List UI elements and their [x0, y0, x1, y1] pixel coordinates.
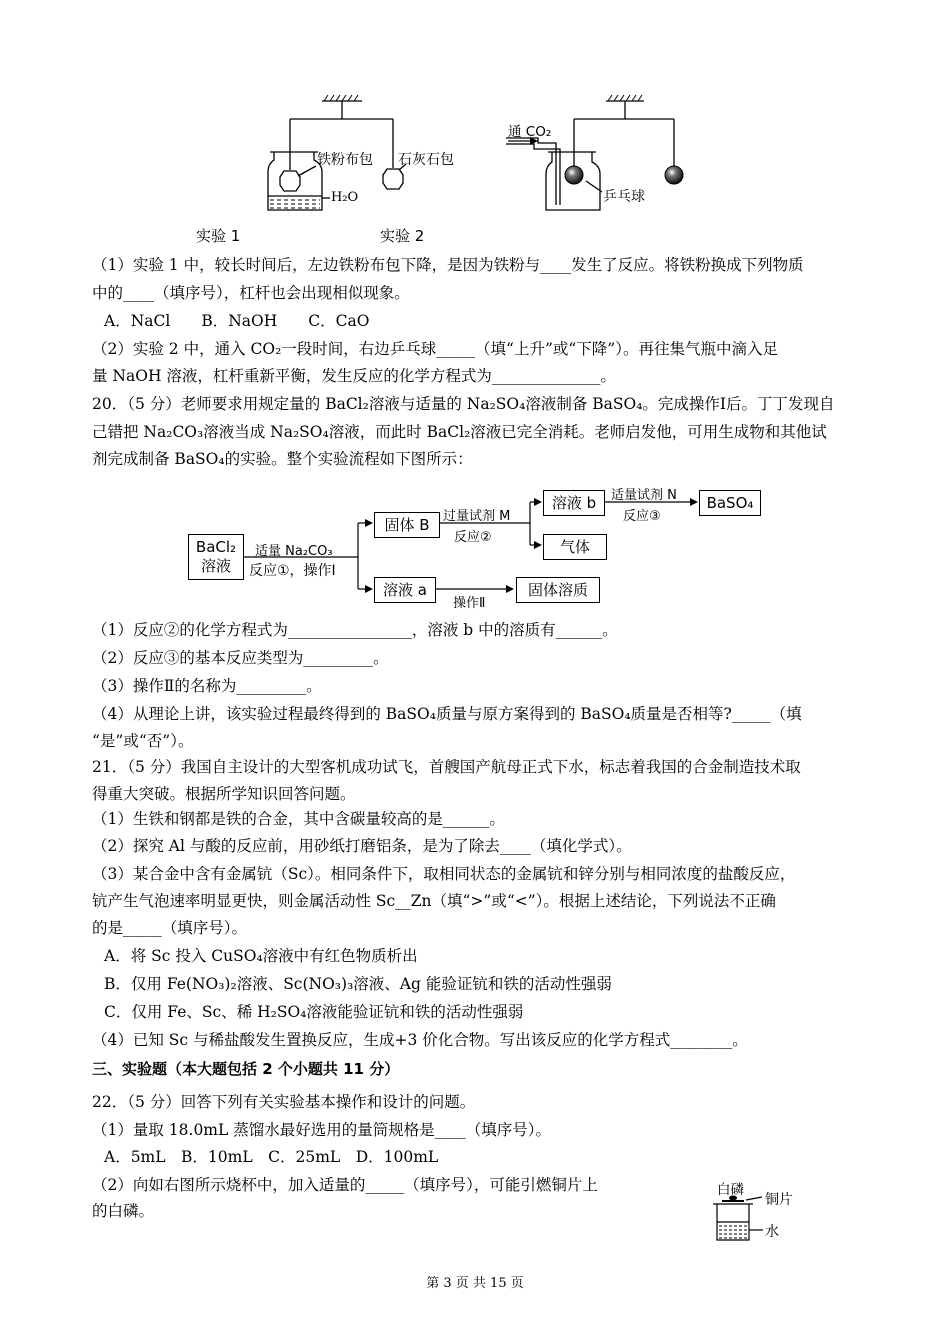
ping-pong-ball-left [565, 166, 583, 184]
q19-part1-line2: 中的____（填序号），杠杆也会出现相似现象。 [92, 284, 410, 302]
q21-sub1: （1）生铁和钢都是铁的合金，其中含碳量较高的是______。 [92, 810, 505, 828]
q21-stem-line1: 21．（5 分）我国自主设计的大型客机成功试飞，首艘国产航母正式下水，标志着我国的合金制造技术取 [92, 758, 801, 776]
q20-sub3: （3）操作Ⅱ的名称为_________。 [92, 677, 322, 695]
q21-sub4: （4）已知 Sc 与稀盐酸发生置换反应，生成+3 价化合物。写出该反应的化学方程式________。 [92, 1031, 748, 1049]
copper-sheet-label: 铜片 [765, 1192, 793, 1208]
q19-part2-line1: （2）实验 2 中，通入 CO₂一段时间，右边乒乓球_____（填“上升”或“下降”）。再往集气瓶中滴入足 [92, 340, 778, 358]
q20-sub4-line2: “是”或“否”）。 [92, 732, 194, 750]
flow-solid-solute-box: 固体溶质 [516, 577, 600, 603]
flow-baso4-box: BaSO₄ [699, 490, 761, 516]
ping-pong-ball-right [665, 166, 683, 184]
q21-stem-line2: 得重大突破。根据所学知识回答问题。 [92, 785, 356, 803]
experiment-2-apparatus [506, 95, 674, 210]
flow-bacl2-formula: BaCl₂ [195, 538, 237, 556]
q21-option-a: A．将 Sc 投入 CuSO₄溶液中有红色物质析出 [104, 947, 418, 965]
q20-stem-line1: 20．（5 分）老师要求用规定量的 BaCl₂溶液与适量的 Na₂SO₄溶液制备 BaSO₄。完成操作Ⅰ后。丁丁发现自 [92, 395, 835, 413]
flow-gas-box: 气体 [543, 534, 607, 560]
q22-sub1: （1）量取 18.0mL 蒸馏水最好选用的量筒规格是____（填序号）。 [92, 1121, 551, 1139]
flow-arrow1-bottom: 反应①，操作Ⅰ [249, 563, 336, 579]
q19-part1-line1: （1）实验 1 中，较长时间后，左边铁粉布包下降，是因为铁粉与____发生了反应。将铁粉换成下列物质 [92, 256, 804, 274]
q19-part2-line2: 量 NaOH 溶液，杠杆重新平衡，发生反应的化学方程式为______________。 [92, 367, 616, 385]
q22-stem: 22．（5 分）回答下列有关实验基本操作和设计的问题。 [92, 1093, 476, 1111]
q20-stem-line3: 剂完成制备 BaSO₄的实验。整个实验流程如下图所示： [92, 450, 473, 468]
ping-pong-label: 乒乓球 [603, 189, 645, 205]
flow-arrow1-top: 适量 Na₂CO₃ [255, 544, 333, 559]
flow-arrow2-top: 过量试剂 M [443, 509, 511, 524]
flow-bacl2-solution: 溶液 [200, 557, 231, 575]
q21-sub3-line1: （3）某合金中含有金属钪（Sc）。相同条件下，取相同状态的金属钪和锌分别与相同浓度的盐酸反应， [92, 865, 796, 883]
q22-sub2-line2: 的白磷。 [92, 1202, 155, 1220]
q21-option-b: B．仅用 Fe(NO₃)₂溶液、Sc(NO₃)₃溶液、Ag 能验证钪和铁的活动性强弱 [104, 975, 612, 993]
water-label-beaker: 水 [765, 1224, 779, 1240]
q22-sub2-line1: （2）向如右图所示烧杯中，加入适量的_____（填序号），可能引燃铜片上 [92, 1176, 598, 1194]
flow-arrow2-bottom: 反应② [454, 530, 492, 545]
flow-solution-a-box: 溶液 a [374, 577, 436, 603]
q19-options: A．NaCl B．NaOH C．CaO [104, 312, 370, 330]
q20-sub2: （2）反应③的基本反应类型为_________。 [92, 649, 389, 667]
flow-solid-b-box: 固体 B [374, 512, 440, 538]
q21-option-c: C．仅用 Fe、Sc、稀 H₂SO₄溶液能验证钪和铁的活动性强弱 [104, 1003, 524, 1021]
q21-sub3-line2: 钪产生气泡速率明显更快，则金属活动性 Sc__Zn（填“>”或“<”）。根据上述结论，下列说法不正确 [92, 892, 776, 910]
caption-experiment-1: 实验 1 [196, 227, 241, 245]
flow-arrow3-top: 适量试剂 N [611, 488, 677, 503]
flow-arrow3-bottom: 反应③ [623, 509, 661, 524]
flow-solution-b-box: 溶液 b [543, 490, 605, 516]
section-3-heading: 三、实验题（本大题包括 2 个小题共 11 分） [92, 1060, 400, 1078]
q20-stem-line2: 己错把 Na₂CO₃溶液当成 Na₂SO₄溶液，而此时 BaCl₂溶液已完全消耗。老师启发他，可用生成物和其他试 [92, 423, 827, 441]
flow-bacl2-box [188, 534, 244, 580]
q21-sub2: （2）探究 Al 与酸的反应前，用砂纸打磨铝条，是为了除去____（填化学式）。 [92, 837, 632, 855]
beaker-figure [713, 1197, 763, 1240]
page-footer: 第 3 页 共 15 页 [426, 1276, 524, 1291]
q22-options: A．5mL B．10mL C．25mL D．100mL [104, 1148, 439, 1166]
limestone-bag-label: 石灰石包 [398, 152, 454, 168]
q20-sub4-line1: （4）从理论上讲，该实验过程最终得到的 BaSO₄质量与原方案得到的 BaSO₄质量是否相等?_____（填 [92, 705, 802, 723]
co2-inlet-label: 通 CO₂ [508, 124, 552, 140]
caption-experiment-2: 实验 2 [380, 227, 425, 245]
white-phosphorus-label: 白磷 [717, 1182, 744, 1198]
q21-sub3-line3: 的是_____（填序号）。 [92, 919, 248, 937]
flow-op2-label: 操作Ⅱ [453, 596, 486, 611]
water-label: H₂O [331, 190, 359, 205]
q20-sub1: （1）反应②的化学方程式为________________，溶液 b 中的溶质有______。 [92, 621, 618, 639]
iron-bag-label: 铁粉布包 [317, 152, 373, 168]
